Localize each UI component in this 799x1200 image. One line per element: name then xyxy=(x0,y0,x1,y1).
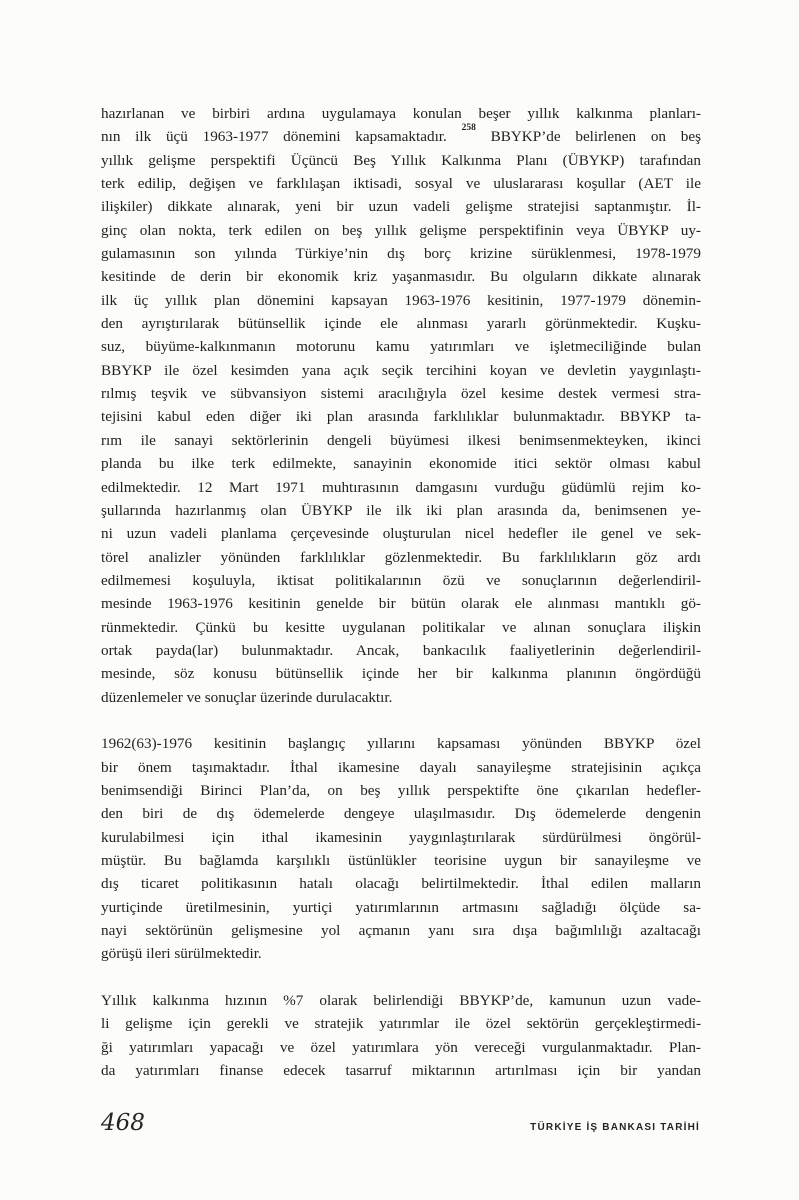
text-line: mesinde, söz konusu bütünsellik içinde her bir kalkınma planının öngördüğü xyxy=(101,665,701,683)
page-number: 468 xyxy=(101,1110,145,1136)
text-line: şullarında hazırlanmış olan ÜBYKP ile ilk iki plan arasında da, benimsenen ye- xyxy=(101,501,701,519)
text-line: yurtiçinde üretilmesinin, yurtiçi yatırımlarının artmasını sağladığı ölçüde sa- xyxy=(101,898,701,916)
text-line: planda bu ilke terk edilmekte, sanayinin ekonomide itici sektör olması kabul xyxy=(101,455,701,473)
running-title: TÜRKİYE İŞ BANKASI TARİHİ xyxy=(530,1122,700,1133)
text-line: mesinde 1963-1976 kesitinin genelde bir bütün olarak ele alınması mantıklı gö- xyxy=(101,595,701,613)
text-line: dış ticaret politikasının hatalı olacağı belirtilmektedir. İthal edilen malların xyxy=(101,875,701,893)
line-text: BBYKP’de belirlenen on beş xyxy=(490,128,701,146)
text-line: Yıllık kalkınma hızının %7 olarak belirlendiği BBYKP’de, kamunun uzun vade- xyxy=(101,992,701,1010)
text-line: ği yatırımları yapacağı ve özel yatırımlara yön vereceği vurgulanmaktadır. Plan- xyxy=(101,1038,701,1056)
text-line: rünmektedir. Çünkü bu kesitte uygulanan politikalar ve alınan sonuçlara ilişkin xyxy=(101,618,701,636)
text-line-with-footnote xyxy=(101,122,701,148)
text-line: 1962(63)-1976 kesitinin başlangıç yıllarını kapsaması yönünden BBYKP özel xyxy=(101,735,701,753)
text-line: edilmemesi koşuluyla, iktisat politikalarının özü ve sonuçlarının değerlendiril- xyxy=(101,571,701,589)
text-line: gulamasının son yılında Türkiye’nin dış borç krizine sürüklenmesi, 1978-1979 xyxy=(101,245,701,263)
text-line: rılmış teşvik ve sübvansiyon sistemi aracılığıyla özel kesime destek vermesi stra- xyxy=(101,385,701,403)
line-text: nın ilk üçü 1963-1977 dönemini kapsamaktadır. xyxy=(101,128,447,146)
body-text xyxy=(101,102,701,1082)
text-line: kurulabilmesi için ithal ikamesinin yaygınlaştırılarak sürdürülmesi öngörül- xyxy=(101,828,701,846)
text-line: ginç olan nokta, terk edilen on beş yıllık gelişme perspektifinin veya ÜBYKP uy- xyxy=(101,221,701,239)
text-line: terk edilip, değişen ve farklılaşan iktisadi, sosyal ve uluslararası koşullar (AET ile xyxy=(101,175,701,193)
text-line: suz, büyüme-kalkınmanın motorunu kamu yatırımları ve işletmeciliğinde bulan xyxy=(101,338,701,356)
text-line: ilişkiler) dikkate alınarak, yeni bir uzun vadeli gelişme stratejisi saptanmıştır. İl- xyxy=(101,198,701,216)
text-line: ortak payda(lar) bulunmaktadır. Ancak, bankacılık faaliyetlerinin değerlendiril- xyxy=(101,641,701,659)
text-line: nayi sektörünün gelişmesine yol açmanın yanı sıra dışa bağımlılığı azaltacağı xyxy=(101,922,701,940)
paragraph-1 xyxy=(101,102,701,709)
text-line: yıllık gelişme perspektifi Üçüncü Beş Yıllık Kalkınma Planı (ÜBYKP) tarafından xyxy=(101,151,701,169)
paragraph-3 xyxy=(101,989,701,1082)
text-line: tejisini kabul eden diğer iki plan arasında farklılıklar bulunmaktadır. BBYKP ta- xyxy=(101,408,701,426)
text-line: bir önem taşımaktadır. İthal ikamesine dayalı sanayileşme stratejisinin açıkça xyxy=(101,758,701,776)
text-line: törel analizler yönünden farklılıklar gözlenmektedir. Bu farklılıkların göz ardı xyxy=(101,548,701,566)
text-line: kesitinde de derin bir ekonomik kriz yaşanmasıdır. Bu olguların dikkate alınarak xyxy=(101,268,701,286)
text-line: düzenlemeler ve sonuçlar üzerinde durulacaktır. xyxy=(101,688,393,706)
footnote-reference: 258 xyxy=(461,122,476,133)
text-line: BBYKP ile özel kesimden yana açık seçik tercihini koyan ve devletin yaygınlaştı- xyxy=(101,361,701,379)
paragraph-2 xyxy=(101,732,701,965)
text-line: ni uzun vadeli planlama çerçevesinde oluşturulan nicel hedefler ile genel ve sek- xyxy=(101,525,701,543)
text-line: benimsendiği Birinci Plan’da, on beş yıllık perspektifte öne çıkarılan hedefler- xyxy=(101,781,701,799)
text-line: görüşü ileri sürülmektedir. xyxy=(101,945,262,963)
text-line: da yatırımları finanse edecek tasarruf miktarının artırılması için bir yandan xyxy=(101,1062,701,1080)
text-line: den biri de dış ödemelerde dengeye ulaşılmasıdır. Dış ödemelerde dengenin xyxy=(101,805,701,823)
text-line: den ayrıştırılarak bütünsellik içinde ele alınması yararlı görünmektedir. Kuşku- xyxy=(101,315,701,333)
text-line: li gelişme için gerekli ve stratejik yatırımlar ile özel sektörün gerçekleştirmedi- xyxy=(101,1015,701,1033)
text-line: ilk üç yıllık plan dönemini kapsayan 1963-1976 kesitinin, 1977-1979 dönemin- xyxy=(101,291,701,309)
text-line: edilmektedir. 12 Mart 1971 muhtırasının damgasını vurduğu güdümlü rejim ko- xyxy=(101,478,701,496)
text-line: müştür. Bu bağlamda karşılıklı üstünlükler teorisine uygun bir sanayileşme ve xyxy=(101,852,701,869)
text-line: rım ile sanayi sektörlerinin dengeli büyümesi ilkesi benimsenmekteyken, ikinci xyxy=(101,431,701,449)
text-line: hazırlanan ve birbiri ardına uygulamaya konulan beşer yıllık kalkınma planları- xyxy=(101,105,701,122)
